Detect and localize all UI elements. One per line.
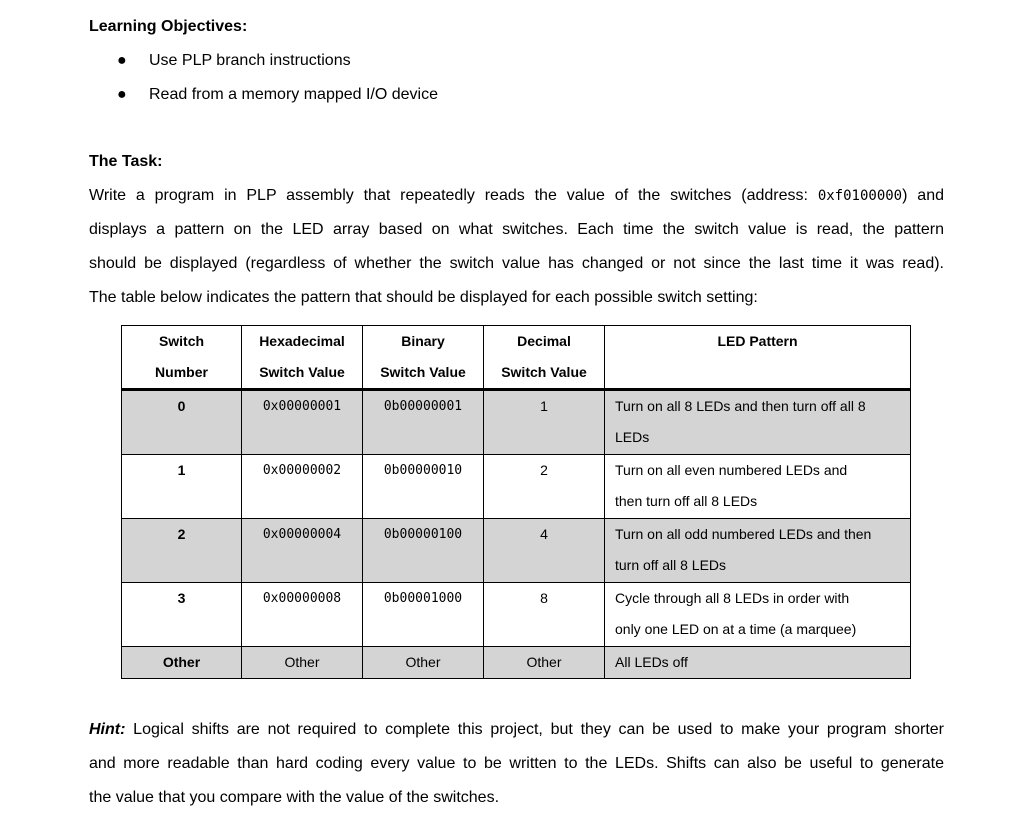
cell-decimal-value: Other: [484, 647, 605, 679]
header-decimal-value: Decimal Switch Value: [484, 326, 605, 390]
cell-decimal-value: 4: [484, 519, 605, 583]
cell-switch-number: 1: [122, 455, 242, 519]
task-text: Write a program in PLP assembly that repeatedly reads the value of the switches (address:: [89, 187, 818, 204]
table-row: [122, 390, 911, 455]
table-header-row: [122, 326, 911, 390]
bullet-icon: ●: [117, 86, 127, 103]
hint-line: and more readable than hard coding every value to be written to the LEDs. Shifts can also be useful to generate: [89, 755, 944, 772]
hint-paragraph: [89, 713, 944, 815]
cell-hex-value: 0x00000004: [242, 519, 363, 583]
cell-led-pattern: All LEDs off: [605, 647, 911, 679]
task-line: displays a pattern on the LED array based on what switches. Each time the switch value is read, the pattern: [89, 221, 944, 238]
cell-switch-number: 2: [122, 519, 242, 583]
cell-switch-number: 3: [122, 583, 242, 647]
cell-binary-value: 0b00000100: [363, 519, 484, 583]
switch-address-code: 0xf0100000: [817, 188, 903, 204]
cell-hex-value: 0x00000008: [242, 583, 363, 647]
table-row: [122, 455, 911, 519]
cell-switch-number: 0: [122, 390, 242, 455]
hint-text: Logical shifts are not required to complete this project, but they can be used to make your program shorter: [125, 721, 944, 738]
header-binary-value: Binary Switch Value: [363, 326, 484, 390]
cell-binary-value: 0b00000001: [363, 390, 484, 455]
cell-led-pattern: Turn on all even numbered LEDs and then turn off all 8 LEDs: [605, 455, 911, 519]
cell-switch-number: Other: [122, 647, 242, 679]
cell-led-pattern: Turn on all odd numbered LEDs and then turn off all 8 LEDs: [605, 519, 911, 583]
cell-hex-value: Other: [242, 647, 363, 679]
task-heading: The Task:: [89, 153, 163, 170]
cell-binary-value: 0b00000010: [363, 455, 484, 519]
hint-label: Hint:: [89, 721, 126, 738]
objective-item: Use PLP branch instructions: [149, 52, 351, 69]
cell-binary-value: 0b00001000: [363, 583, 484, 647]
learning-objectives-heading: Learning Objectives:: [89, 18, 248, 35]
hint-line: the value that you compare with the value of the switches.: [89, 789, 500, 806]
hint-line: [89, 713, 944, 747]
task-paragraph: [89, 179, 944, 315]
task-line: should be displayed (regardless of whether the switch value has changed or not since the last time it was read).: [89, 255, 944, 272]
objective-item: Read from a memory mapped I/O device: [149, 86, 439, 103]
cell-hex-value: 0x00000002: [242, 455, 363, 519]
cell-decimal-value: 2: [484, 455, 605, 519]
cell-led-pattern: Turn on all 8 LEDs and then turn off all 8 LEDs: [605, 390, 911, 455]
table-row: [122, 583, 911, 647]
header-hex-value: Hexadecimal Switch Value: [242, 326, 363, 390]
header-led-pattern: LED Pattern: [605, 326, 911, 390]
table-row: [122, 647, 911, 679]
task-line: The table below indicates the pattern that should be displayed for each possible switch setting:: [89, 289, 758, 306]
cell-led-pattern: Cycle through all 8 LEDs in order with only one LED on at a time (a marquee): [605, 583, 911, 647]
header-switch-number: Switch Number: [122, 326, 242, 390]
switch-pattern-table: [121, 325, 911, 679]
task-text: ) and: [902, 187, 944, 204]
cell-hex-value: 0x00000001: [242, 390, 363, 455]
cell-binary-value: Other: [363, 647, 484, 679]
task-line: [89, 179, 944, 213]
cell-decimal-value: 1: [484, 390, 605, 455]
cell-decimal-value: 8: [484, 583, 605, 647]
table-row: [122, 519, 911, 583]
bullet-icon: ●: [117, 52, 127, 69]
